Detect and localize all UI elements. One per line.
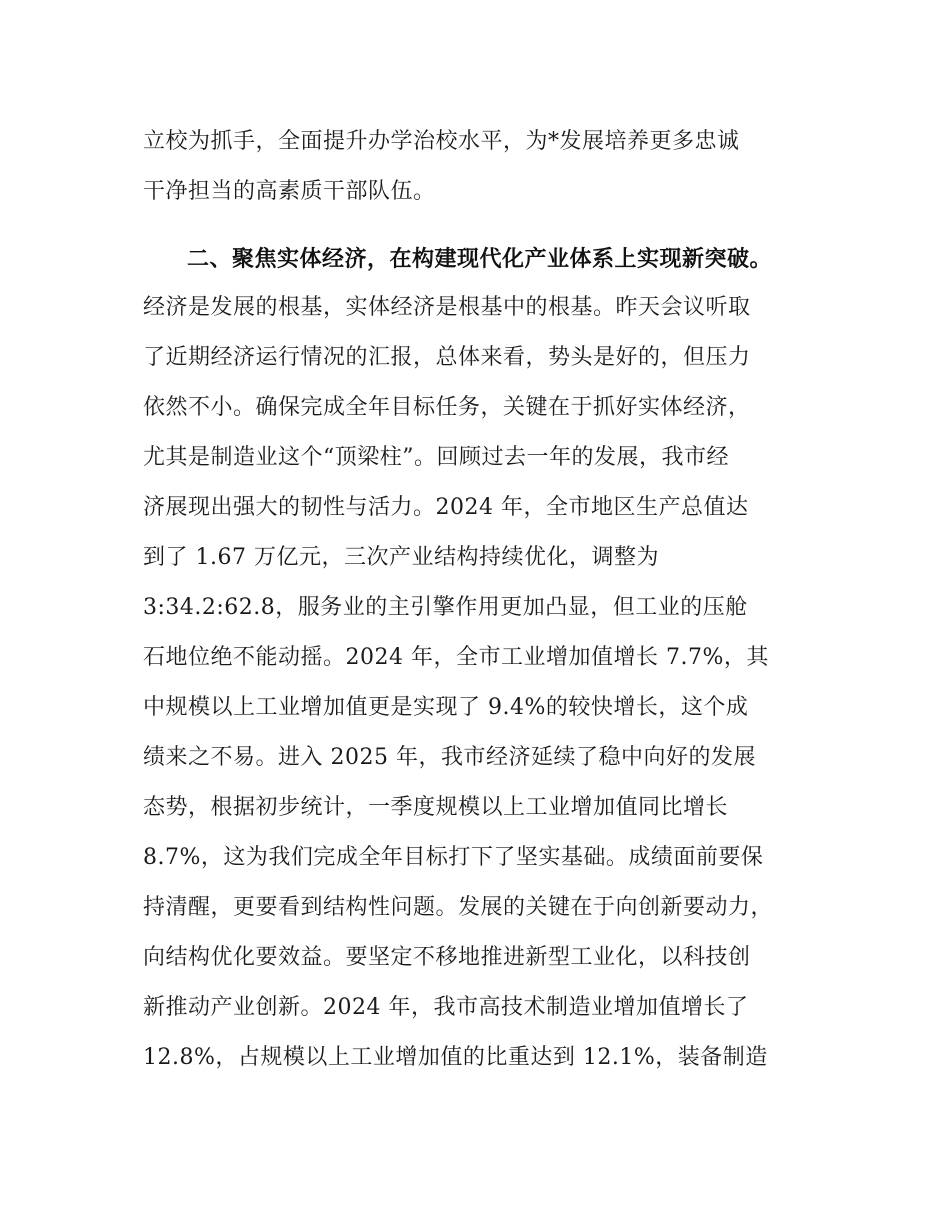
paragraph-line: 了近期经济运行情况的汇报，总体来看，势头是好的，但压力 (143, 345, 751, 370)
paragraph-line: 干净担当的高素质干部队伍。 (143, 179, 436, 204)
paragraph-line: 8.7%，这为我们完成全年目标打下了坚实基础。成绩面前要保 (143, 845, 764, 870)
paragraph-line: 石地位绝不能动摇。2024 年，全市工业增加值增长 7.7%，其 (143, 645, 769, 670)
paragraph-line: 3:34.2:62.8，服务业的主引擎作用更加凸显，但工业的压舱 (143, 595, 748, 620)
paragraph-line: 经济是发展的根基，实体经济是根基中的根基。昨天会议听取 (143, 295, 751, 320)
paragraph-line: 向结构优化要效益。要坚定不移地推进新型工业化，以科技创 (143, 945, 751, 970)
paragraph-line: 绩来之不易。进入 2025 年，我市经济延续了稳中向好的发展 (143, 745, 756, 770)
paragraph-line: 持清醒，更要看到结构性问题。发展的关键在于向创新要动力， (143, 895, 774, 920)
paragraph-line: 到了 1.67 万亿元，三次产业结构持续优化，调整为 (143, 545, 659, 570)
paragraph-line: 中规模以上工业增加值更是实现了 9.4%的较快增长，这个成 (143, 695, 749, 720)
paragraph-line: 态势，根据初步统计，一季度规模以上工业增加值同比增长 (143, 795, 729, 820)
paragraph-line: 济展现出强大的韧性与活力。2024 年，全市地区生产总值达 (143, 495, 749, 520)
section-heading: 二、聚焦实体经济，在构建现代化产业体系上实现新突破。 (187, 247, 773, 272)
paragraph-line: 依然不小。确保完成全年目标任务，关键在于抓好实体经济， (143, 395, 751, 420)
paragraph-line: 12.8%，占规模以上工业增加值的比重达到 12.1%，装备制造 (143, 1045, 768, 1070)
paragraph-line: 尤其是制造业这个“顶梁柱”。回顾过去一年的发展，我市经 (143, 445, 729, 470)
paragraph-line: 新推动产业创新。2024 年，我市高技术制造业增加值增长了 (143, 995, 749, 1020)
paragraph-line: 立校为抓手，全面提升办学治校水平，为*发展培养更多忠诚 (143, 129, 740, 154)
